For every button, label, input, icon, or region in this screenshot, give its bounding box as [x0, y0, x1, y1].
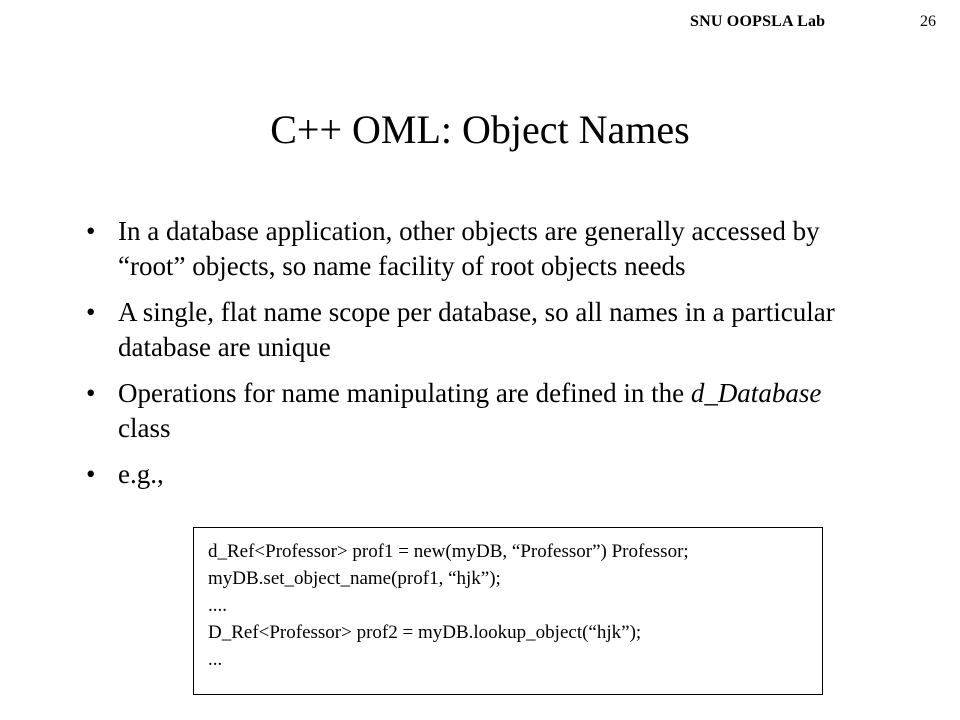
bullet-text: A single, flat name scope per database, so all names in a particular database are unique [118, 297, 835, 362]
class-name-italic: d_Database [690, 378, 822, 408]
code-line: d_Ref<Professor> prof1 = new(myDB, “Professor”) Professor; [208, 541, 689, 562]
code-line: myDB.set_object_name(prof1, “hjk”); [208, 568, 501, 589]
bullet-text-after: class [118, 413, 171, 443]
bullet-list [86, 214, 866, 503]
header-page-number: 26 [920, 13, 936, 30]
slide-title: C++ OML: Object Names [270, 107, 690, 152]
bullet-item [86, 214, 866, 284]
bullet-dot: • [86, 378, 96, 408]
code-line: D_Ref<Professor> prof2 = myDB.lookup_object(“hjk”); [208, 622, 642, 643]
code-example-box [193, 527, 823, 695]
bullet-text-before: Operations for name manipulating are defined in the [118, 378, 691, 408]
bullet-item [86, 457, 866, 492]
code-line: .... [208, 595, 227, 616]
bullet-text: e.g., [118, 459, 164, 489]
bullet-item [86, 295, 866, 365]
code-line: ... [208, 649, 223, 670]
bullet-dot: • [86, 459, 96, 489]
bullet-item [86, 376, 866, 446]
bullet-dot: • [86, 297, 96, 327]
bullet-text: In a database application, other objects are generally accessed by “root” objects, so name facility of root objects needs [118, 216, 820, 281]
header-lab-name: SNU OOPSLA Lab [690, 13, 826, 30]
bullet-dot: • [86, 216, 96, 246]
